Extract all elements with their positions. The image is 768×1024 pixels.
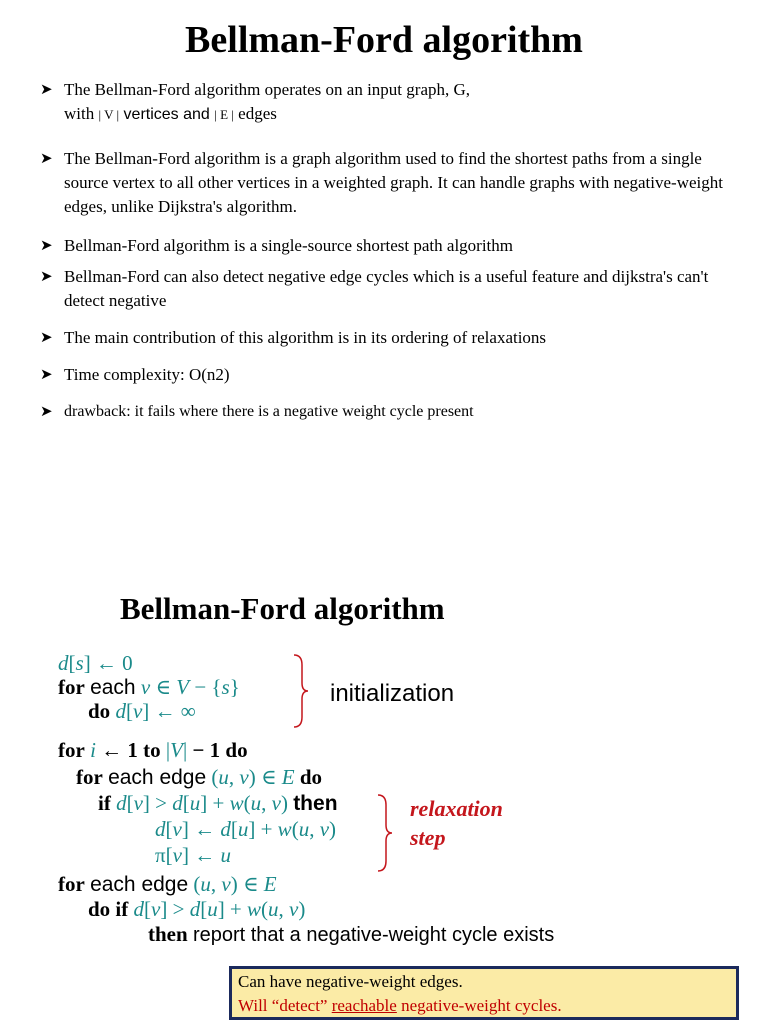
bullet-list [40,78,740,424]
algorithm-title: Bellman-Ford algorithm [120,591,445,626]
brace-icon [290,653,312,729]
bullet-item [40,400,740,424]
reachable-text: reachable [331,996,397,1015]
relaxation-label: relaxation [410,796,503,821]
bullet-item [40,147,740,219]
note-line-2 [238,994,730,1018]
note-line-1: Can have negative-weight edges. [238,972,463,991]
bullet-text: drawback: it fails where there is a negative weight cycle present [64,403,474,420]
bullet-item [40,234,740,258]
report-text: report that a negative-weight cycle exists [192,924,555,946]
arrow-bullet-icon: ➤ [40,404,53,420]
arrow-bullet-icon: ➤ [40,151,53,167]
bullet-text: The Bellman-Ford algorithm is a graph algorithm used to find the shortest paths from a single source vertex to all other vertices in a weighted graph. It can handle graphs with negative-weight edges, unlike Dijkstra's algorithm. [64,149,723,216]
pseudocode-line: π[v] ← u [155,843,231,867]
pseudocode-line: if d[v] > d[u] + w(u, v) then [98,791,338,815]
algorithm-figure [0,585,768,1015]
initialization-label: initialization [330,680,455,707]
bullet-item [40,363,740,387]
bullet-text: Bellman-Ford algorithm is a single-source shortest path algorithm [64,236,513,255]
step-label: step [410,825,446,850]
pseudocode-line: d[v] ← d[u] + w(u, v) [155,817,337,841]
pseudocode-line: for each edge (u, v) ∈ E [58,872,277,896]
pseudocode-line: d[s] ← 0 [58,651,133,675]
note-text: negative-weight cycles. [396,996,562,1015]
bullet-text: The main contribution of this algorithm is in its ordering of relaxations [64,328,547,347]
note-text: Will “detect” [238,996,332,1015]
bullet-item [40,78,740,127]
page-title: Bellman-Ford algorithm [185,19,583,61]
note-box [229,966,739,1020]
bullet-text: The Bellman-Ford algorithm operates on an input graph, G, [64,80,471,99]
pseudocode-line: for each v ∈ V − {s} [58,675,240,699]
arrow-bullet-icon: ➤ [40,330,53,346]
bullet-item [40,326,740,350]
pseudocode-line: for i ← 1 to |V| − 1 do [58,738,248,762]
arrow-bullet-icon: ➤ [40,238,53,254]
bullet-text: Time complexity: O(n2) [64,365,230,384]
pseudocode-line: for each edge (u, v) ∈ E do [76,765,323,789]
arrow-bullet-icon: ➤ [40,82,53,98]
arrow-bullet-icon: ➤ [40,269,53,285]
bullet-text: Bellman-Ford can also detect negative edge cycles which is a useful feature and dijkstra's can't detect negative [64,267,709,310]
bullet-text: edges [233,104,277,123]
pseudocode-line: do if d[v] > d[u] + w(u, v) [88,897,306,921]
bullet-item [40,265,740,313]
bullet-text: | E | [214,107,234,122]
bullet-text: vertices and [119,106,215,123]
brace-icon [374,793,396,873]
arrow-bullet-icon: ➤ [40,367,53,383]
pseudocode-line: then report that a negative-weight cycle exists [148,922,555,946]
bullet-text: with [64,104,99,123]
pseudocode-line: do d[v] ← ∞ [88,699,196,723]
bullet-text: | V | [98,107,120,122]
